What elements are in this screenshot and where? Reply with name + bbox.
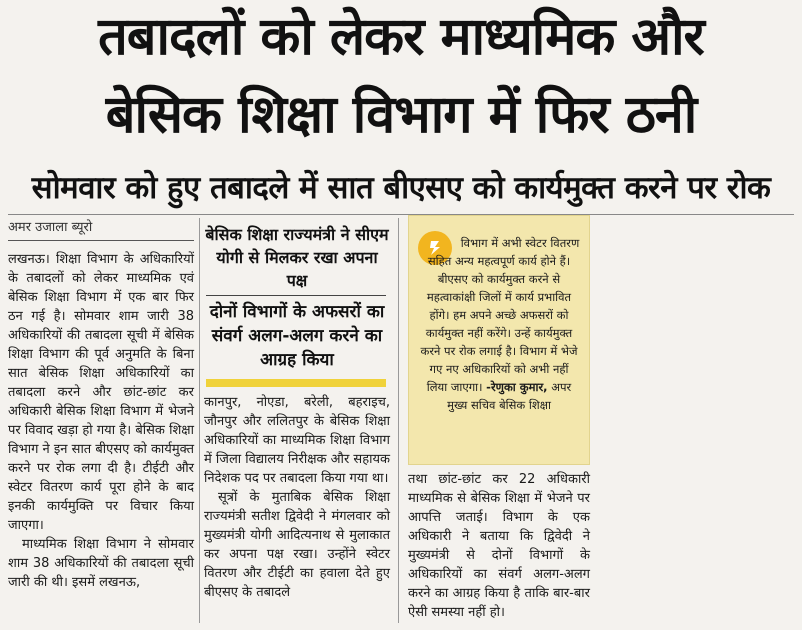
column-1-paragraph-2: माध्यमिक शिक्षा विभाग ने सोमवार शाम 38 अधिकारियों की तबादला सूची जारी की थी। इसमें लखनऊ, (8, 537, 194, 590)
quote-text-block (418, 234, 580, 414)
quote-attribution: -रेणुका कुमार, (486, 380, 548, 394)
deck-1: बेसिक शिक्षा राज्यमंत्री ने सीएम योगी से मिलकर रखा अपना पक्ष (205, 225, 389, 290)
subheadline: सोमवार को हुए तबादले में सात बीएसए को कार्यमुक्त करने पर रोक (31, 170, 771, 206)
headline-line-1: तबादलों को लेकर माध्यमिक और (98, 7, 704, 67)
quote-text: विभाग में अभी स्वेटर वितरण सहित अन्य महत्वपूर्ण कार्य होने हैं। बीएसए को कार्यमुक्त करने से महत्वाकांक्षी जिलों में कार्य प्रभावित होंगे। हम अपने अच्छे अफसरों को कार्यमुक्त नहीं करेंगे। उन्हें कार्यमुक्त करने पर रोक लगाई है। विभाग में भेजे गए नए अधिकारियों को अभी नहीं लिया जाएगा। (420, 236, 580, 394)
column-separator-1 (199, 218, 200, 623)
deck-2: दोनों विभागों के अफसरों का संवर्ग अलग-अलग करने का आग्रह किया (209, 302, 385, 370)
deck-rule (206, 295, 386, 296)
column-2-body (204, 393, 390, 602)
column-1-paragraph-1: लखनऊ। शिक्षा विभाग के अधिकारियों के तबादलों को लेकर माध्यमिक एवं बेसिक शिक्षा विभाग में एक बार फिर ठन गई है। सोमवार शाम जारी 38 अधिकारियों की तबादला सूची में बेसिक शिक्षा विभाग की पूर्व अनुमति के बिना सात बेसिक शिक्षा अधिकारियों का तबादला करने और छांट-छांट कर अधिकारी बेसिक शिक्षा विभाग में भेजने पर विवाद खड़ा हो गया है। बेसिक शिक्षा विभाग ने इन सात बीएसए को कार्यमुक्त करने पर रोक लगा दी है। टीईटी और स्वेटर वितरण कार्य पूरा होने के बाद इनकी कार्यमुक्ति पर विचार किया जाएगा। (8, 252, 194, 533)
top-rule (8, 214, 794, 215)
column-2-paragraph-2: सूत्रों के मुताबिक बेसिक शिक्षा राज्यमंत्री सतीश द्विवेदी ने मंगलवार को मुख्यमंत्री योगी आदित्यनाथ से मुलाकात कर अपना पक्ष रखा। उन्होंने स्वेटर वितरण और टीईटी का हवाला देते हुए बीएसए के तबादले (204, 490, 390, 600)
column-1-body (8, 250, 194, 592)
column-2-paragraph-1: कानपुर, नोएडा, बरेली, बहराइच, जौनपुर और ललितपुर के बेसिक शिक्षा अधिकारियों का माध्यमिक शिक्षा विभाग में जिला विद्यालय निरीक्षक और सहायक निदेशक पद पर तबादला किया गया था। (204, 395, 390, 486)
headline-line-2: बेसिक शिक्षा विभाग में फिर ठनी (105, 85, 697, 145)
column-3-paragraph-1: तथा छांट-छांट कर 22 अधिकारी माध्यमिक से बेसिक शिक्षा में भेजने पर आपत्ति जताई। विभाग के एक अधिकारी ने बताया कि द्विवेदी ने मुख्यमंत्री से दोनों विभागों के अधिकारियों का संवर्ग अलग-अलग करने का आग्रह किया है ताकि बार-बार ऐसी समस्या नहीं हो। (408, 472, 590, 620)
quote-attribution-title: अपर मुख्य सचिव बेसिक शिक्षा (447, 380, 572, 412)
byline: अमर उजाला ब्यूरो (8, 220, 93, 235)
column-separator-2 (398, 218, 399, 623)
column-1 (8, 218, 194, 237)
byline-rule (8, 240, 194, 241)
highlight-bar (206, 379, 386, 387)
column-3-body (408, 470, 590, 622)
